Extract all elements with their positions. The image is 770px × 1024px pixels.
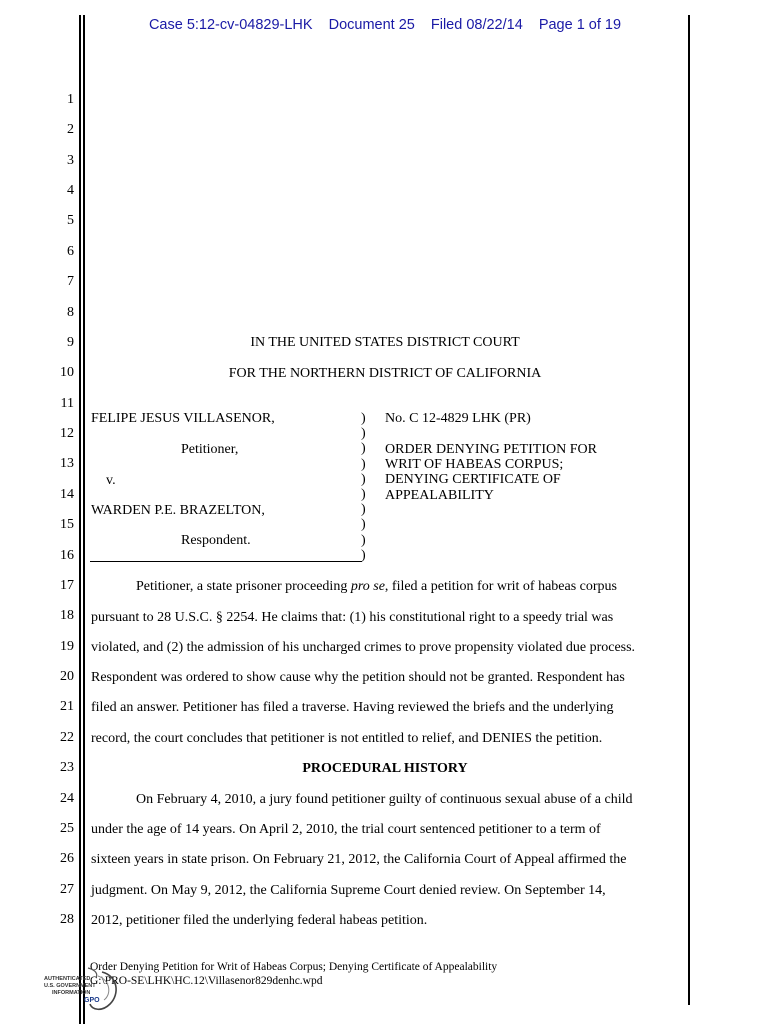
case-header bbox=[0, 17, 770, 33]
footer-title: Order Denying Petition for Writ of Habeas Corpus; Denying Certificate of Appealability bbox=[90, 961, 498, 973]
line-number: 6 bbox=[67, 243, 74, 259]
section-heading: PROCEDURAL HISTORY bbox=[302, 761, 468, 776]
left-margin-rule-outer bbox=[79, 15, 81, 1024]
gpo-seal-icon bbox=[40, 966, 130, 1016]
line-number: 16 bbox=[60, 547, 74, 563]
line-number: 15 bbox=[60, 517, 74, 533]
line-number: 7 bbox=[67, 274, 74, 290]
order-title: ORDER DENYING PETITION FOR WRIT OF HABEAS CORPUS; DENYING CERTIFICATE OF APPEALABILITY bbox=[385, 442, 597, 503]
court-name: IN THE UNITED STATES DISTRICT COURT bbox=[250, 335, 520, 350]
line-number: 18 bbox=[60, 608, 74, 624]
line-number: 25 bbox=[60, 820, 74, 836]
line-number: 27 bbox=[60, 881, 74, 897]
caption-parentheses: ) ) ) ) ) ) ) ) ) ) bbox=[361, 411, 366, 563]
line-number: 24 bbox=[60, 790, 74, 806]
respondent-name: WARDEN P.E. BRAZELTON, bbox=[91, 503, 265, 518]
line-number: 21 bbox=[60, 699, 74, 715]
body-line-22: record, the court concludes that petitioner is not entitled to relief, and DENIES the petition. bbox=[91, 731, 603, 746]
document-number: Document 25 bbox=[328, 17, 415, 33]
versus: v. bbox=[106, 473, 116, 488]
seal-text-1: AUTHENTICATED bbox=[44, 976, 91, 982]
line-number: 2 bbox=[67, 122, 74, 138]
line-number: 17 bbox=[60, 577, 74, 593]
petitioner-name: FELIPE JESUS VILLASENOR, bbox=[91, 411, 275, 426]
seal-text-2: U.S. GOVERNMENT bbox=[44, 983, 96, 989]
respondent-role: Respondent. bbox=[181, 533, 251, 548]
body-line-20: Respondent was ordered to show cause why the petition should not be granted. Respondent has bbox=[91, 670, 625, 685]
line-number: 10 bbox=[60, 365, 74, 381]
body-line-18: pursuant to 28 U.S.C. § 2254. He claims that: (1) his constitutional right to a speedy trial was bbox=[91, 610, 614, 625]
line-number: 26 bbox=[60, 851, 74, 867]
seal-text-4: GPO bbox=[84, 997, 100, 1004]
seal-text-3: INFORMATION bbox=[52, 990, 91, 996]
line-number: 23 bbox=[60, 760, 74, 776]
line-number: 19 bbox=[60, 638, 74, 654]
line-number: 3 bbox=[67, 152, 74, 168]
body-line-27: judgment. On May 9, 2012, the California Supreme Court denied review. On September 14, bbox=[91, 883, 606, 898]
line-number: 12 bbox=[60, 426, 74, 442]
line-number: 22 bbox=[60, 729, 74, 745]
body-line-19: violated, and (2) the admission of his uncharged crimes to prove propensity violated due process. bbox=[91, 640, 636, 655]
case-number: Case 5:12-cv-04829-LHK bbox=[148, 17, 313, 33]
line-number: 1 bbox=[67, 92, 74, 107]
line-number: 13 bbox=[60, 456, 74, 472]
body-line-21: filed an answer. Petitioner has filed a traverse. Having reviewed the briefs and the underlying bbox=[91, 700, 614, 715]
body-line-17: Petitioner, a state prisoner proceeding pro se, filed a petition for writ of habeas corpus bbox=[136, 579, 617, 594]
filed-date: Filed 08/22/14 bbox=[430, 17, 523, 33]
left-margin-rule-inner bbox=[83, 15, 85, 1024]
line-number: 11 bbox=[60, 395, 74, 411]
body-line-26: sixteen years in state prison. On February 21, 2012, the California Court of Appeal affirmed the bbox=[91, 852, 627, 867]
body-line-28: 2012, petitioner filed the underlying federal habeas petition. bbox=[91, 913, 428, 928]
footer-path: G:\PRO-SE\LHK\HC.12\Villasenor829denhc.wpd bbox=[90, 975, 323, 987]
line-number: 20 bbox=[60, 669, 74, 685]
line-number: 14 bbox=[60, 486, 74, 502]
page-indicator: Page 1 of 19 bbox=[538, 17, 622, 33]
line-number: 4 bbox=[67, 183, 74, 199]
line-number: 5 bbox=[67, 213, 74, 229]
line-number: 28 bbox=[60, 911, 74, 927]
case-no: No. C 12-4829 LHK (PR) bbox=[385, 411, 531, 426]
line-number: 9 bbox=[67, 334, 74, 350]
body-line-25: under the age of 14 years. On April 2, 2010, the trial court sentenced petitioner to a term of bbox=[91, 822, 601, 837]
petitioner-role: Petitioner, bbox=[181, 442, 239, 457]
right-margin-rule bbox=[688, 15, 690, 1005]
body-line-24: On February 4, 2010, a jury found petitioner guilty of continuous sexual abuse of a child bbox=[136, 792, 633, 807]
caption-underline bbox=[90, 561, 362, 562]
court-district: FOR THE NORTHERN DISTRICT OF CALIFORNIA bbox=[228, 366, 542, 381]
line-number: 8 bbox=[67, 304, 74, 320]
